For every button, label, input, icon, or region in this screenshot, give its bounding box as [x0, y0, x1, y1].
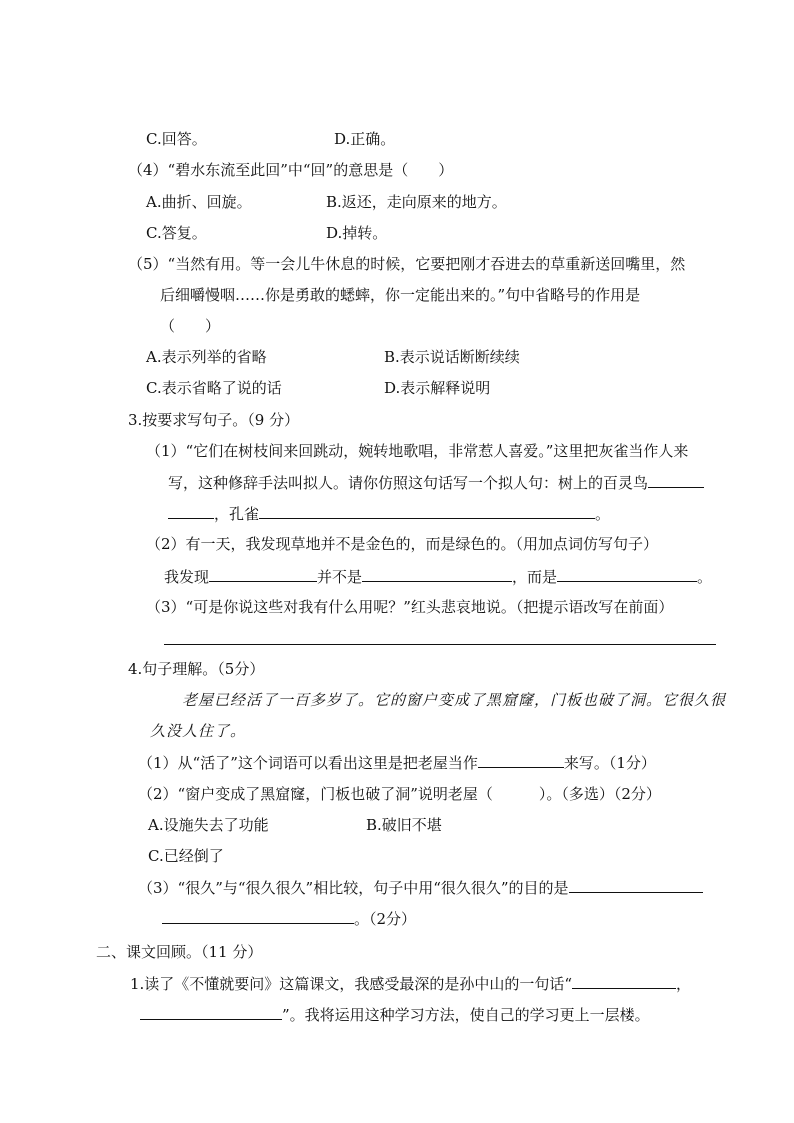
sub-question — [138, 784, 661, 804]
answer-line — [164, 566, 712, 587]
sentence-text: 写，这种修辞手法叫拟人。请你仿照这句话写一个拟人句：树上的百灵鸟 — [168, 474, 649, 492]
sentence-text: ，孔雀 — [214, 505, 260, 523]
option-c: C.已经倒了 — [148, 847, 224, 865]
answer-blank[interactable] — [362, 566, 512, 582]
answer-line — [162, 908, 416, 929]
sub-question-stem-continued — [168, 472, 704, 493]
answer-blank[interactable] — [557, 566, 697, 582]
option-c: C.答复。 — [146, 224, 207, 242]
answer-blank[interactable] — [259, 503, 595, 519]
question-stem: （4）“碧水东流至此回”中“回”的意思是（ ） — [128, 161, 454, 179]
reading-passage: 老屋已经活了一百多岁了。它的窗户变成了黑窟窿，门板也破了洞。它很久很 — [182, 691, 727, 709]
question-title: 3.按要求写句子。（9 分） — [128, 411, 300, 429]
question-title: 4.句子理解。（5分） — [128, 660, 265, 678]
sentence-text: （3）“很久”与“很久很久”相比较，句子中用“很久很久”的目的是 — [138, 879, 569, 897]
option-a: A.设施失去了功能 — [148, 816, 269, 834]
answer-blank[interactable] — [209, 566, 317, 582]
question — [130, 973, 691, 994]
question-stem: （5）“当然有用。等一会儿牛休息的时候，它要把刚才吞进去的草重新送回嘴里，然 — [128, 255, 686, 273]
sentence-text: 并不是 — [317, 568, 363, 586]
answer-blank[interactable] — [140, 1004, 282, 1020]
answer-blank[interactable] — [478, 752, 564, 768]
sub-question — [138, 752, 656, 773]
sub-question-stem: （1）“它们在树枝间来回跳动，婉转地歌唱，非常惹人喜爱。”这里把灰雀当作人来 — [146, 442, 689, 460]
option-d: D.掉转。 — [326, 224, 388, 242]
sentence-text: ， — [675, 975, 691, 993]
answer-blank[interactable] — [572, 973, 676, 989]
sentence-end: 。（2分） — [354, 910, 417, 928]
option-a: A.曲折、回旋。 — [146, 193, 252, 211]
option-c: C.表示省略了说的话 — [146, 379, 282, 397]
section-title: 二、课文回顾。（11 分） — [96, 943, 263, 961]
answer-blank[interactable] — [162, 908, 354, 924]
option-a: A.表示列举的省略 — [146, 348, 267, 366]
sentence-text: 来写。（1分） — [563, 754, 656, 772]
sentence-end: 。 — [697, 568, 713, 586]
sentence-text: 我发现 — [164, 568, 210, 586]
sub-question-stem: （2）有一天，我发现草地并不是金色的，而是绿色的。（用加点词仿写句子） — [146, 535, 659, 553]
answer-blank[interactable] — [569, 877, 703, 893]
sentence-text: （1）从“活了”这个词语可以看出这里是把老屋当作 — [138, 754, 478, 772]
option-c: C.回答。 — [146, 130, 207, 148]
sentence-text: ）。（多选）（2分） — [538, 785, 661, 803]
sentence-text: 1.读了《不懂就要问》这篇课文，我感受最深的是孙中山的一句话“ — [130, 975, 572, 993]
sentence-text: ，而是 — [512, 568, 558, 586]
sentence-text: ”。我将运用这种学习方法，使自己的学习更上一层楼。 — [282, 1006, 650, 1024]
answer-parentheses[interactable]: （ ） — [160, 317, 221, 335]
answer-line[interactable] — [164, 644, 716, 645]
sentence-text: （2）“窗户变成了黑窟窿，门板也破了洞”说明老屋（ — [138, 785, 493, 803]
sub-question-stem: （3）“可是你说这些对我有什么用呢？”红头悲哀地说。（把提示语改写在前面） — [146, 598, 674, 616]
option-b: B.返还，走向原来的地方。 — [326, 193, 507, 211]
answer-blank[interactable] — [648, 472, 704, 488]
answer-blank[interactable] — [168, 503, 214, 519]
sub-question — [138, 877, 703, 898]
question-continued — [140, 1004, 650, 1025]
option-d: D.表示解释说明 — [384, 379, 491, 397]
question-stem-continued: 后细嚼慢咽……你是勇敢的蟋蟀，你一定能出来的。”句中省略号的作用是 — [160, 286, 641, 304]
sentence-end: 。 — [595, 505, 611, 523]
option-b: B.破旧不堪 — [366, 816, 442, 834]
reading-passage-continued: 久没人住了。 — [150, 722, 247, 740]
option-d: D.正确。 — [334, 130, 396, 148]
answer-line — [168, 503, 610, 524]
option-b: B.表示说话断断续续 — [384, 348, 520, 366]
